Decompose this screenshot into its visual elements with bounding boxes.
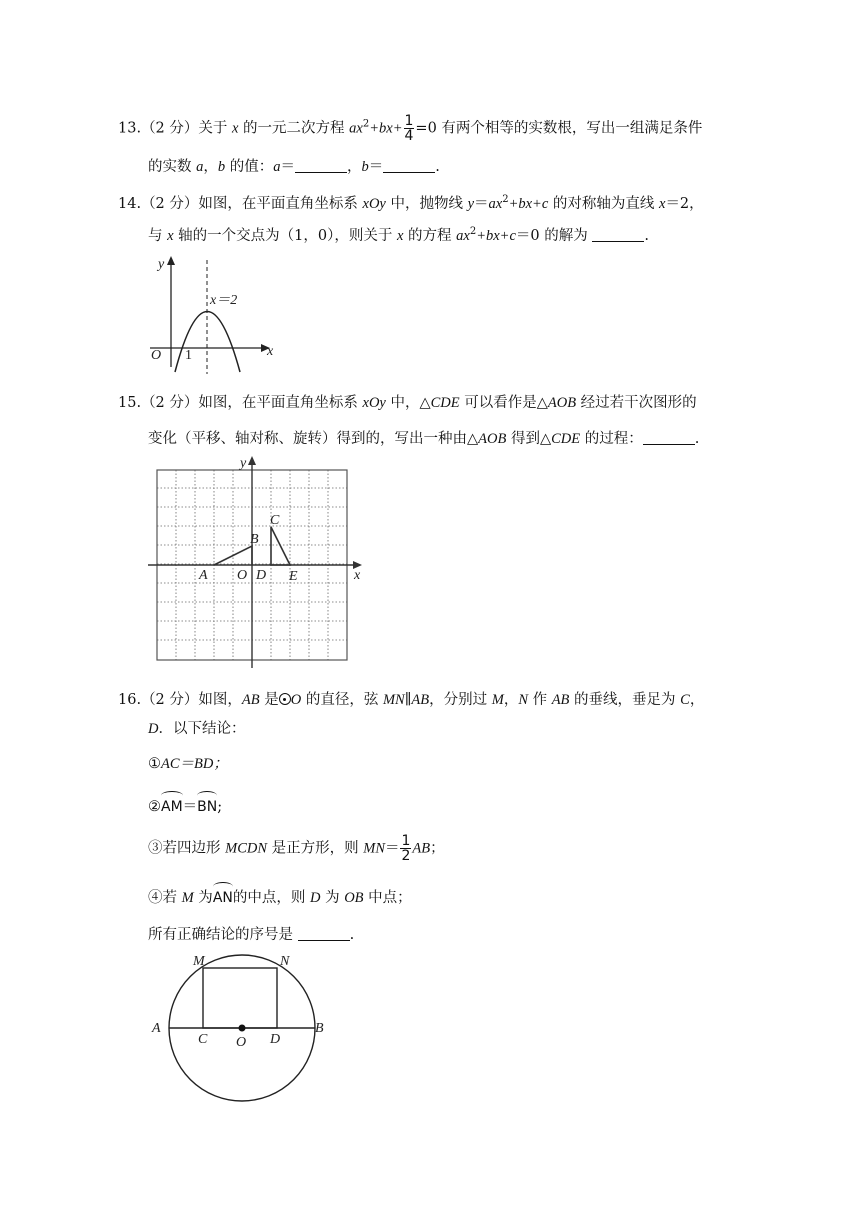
q16-label-c: C — [198, 1032, 208, 1047]
q16-arc-bn: BN — [197, 793, 217, 817]
q16-parallel: ∥ — [404, 692, 412, 708]
q15-text: 经过若干次图形的 — [576, 395, 697, 411]
q16-end: . — [349, 927, 355, 943]
q16-label-m: M — [193, 954, 205, 969]
q16-text: 作 — [527, 692, 552, 708]
q16-rectangle-mcdn — [203, 968, 277, 1028]
q13-frac-den: 4 — [404, 128, 414, 144]
q16-text: ， — [689, 692, 705, 708]
q15-label-c: C — [270, 513, 280, 528]
q16-ab: AB — [241, 692, 260, 708]
q16-label-n: N — [280, 954, 290, 969]
q16-d: D — [309, 890, 321, 906]
q15-label-b: B — [250, 532, 259, 547]
q13-fraction — [404, 114, 415, 143]
q13-a: a — [273, 159, 281, 175]
q16-text: ，分别过 — [429, 692, 492, 708]
q13-exp: 2 — [362, 118, 370, 130]
q15-label-o: O — [237, 568, 248, 583]
q16-blank[interactable] — [298, 926, 350, 941]
q15-aob: AOB — [547, 395, 577, 411]
q14-text: 如图，在平面直角坐标系 — [198, 196, 363, 212]
q14-text: ＝2， — [665, 196, 704, 212]
q13-text: 的一元二次方程 — [238, 120, 350, 137]
q15-label-d: D — [256, 568, 267, 583]
q16-number: 16. — [118, 692, 142, 708]
q15-number: 15. — [118, 395, 142, 411]
q14-text: 的对称轴为直线 — [548, 196, 659, 212]
q16-ab: AB — [411, 692, 430, 708]
q16-conclusion-4 — [148, 884, 412, 908]
q16-text: 若四边形 — [162, 840, 226, 857]
q14-x: x — [167, 228, 174, 244]
q16-score: （2 分） — [141, 692, 199, 708]
q13-text: 关于 — [198, 120, 233, 137]
q15-label-a: A — [199, 568, 208, 583]
q14-blank[interactable] — [592, 227, 644, 242]
q13-text: =0 有两个相等的实数根，写出一组满足条件 — [415, 120, 703, 137]
q15-label-e: E — [289, 569, 298, 584]
q13-b: b — [361, 159, 369, 175]
q16-text: 所有正确结论的序号是 — [148, 927, 298, 943]
q16-mn: MN — [363, 840, 385, 857]
q13-var-x: x — [232, 120, 239, 137]
q13-var-b: b — [217, 159, 226, 175]
q13-blank-a[interactable] — [295, 158, 347, 173]
q16-text: 为 — [193, 890, 213, 906]
q13-score: （2 分） — [141, 120, 199, 137]
q13-end: . — [435, 159, 440, 175]
q16-m: M — [491, 692, 504, 708]
q14-line-2 — [148, 226, 649, 246]
q16-n: N — [518, 692, 528, 708]
q16-conclusion-3 — [148, 834, 445, 863]
q13-bx: +bx+ — [369, 120, 403, 137]
q16-text: 的中点，则 — [232, 890, 310, 906]
q16-conclusion-1 — [148, 754, 228, 774]
q13-ax: ax — [349, 120, 363, 137]
q15-label-x: x — [354, 568, 361, 583]
q13-number: 13. — [118, 120, 142, 137]
q16-eq: ＝ — [384, 840, 400, 857]
q16-m: M — [181, 890, 194, 906]
q14-bxc: +bx+c — [476, 228, 516, 244]
q16-label-o: O — [236, 1035, 247, 1050]
q14-ax: ax — [456, 228, 470, 244]
q14-text: ＝0 的解为 — [515, 228, 593, 244]
q14-y-arrow — [167, 256, 175, 265]
q15-cde: CDE — [430, 395, 460, 411]
q14-score: （2 分） — [141, 196, 199, 212]
q16-frac-den: 2 — [401, 848, 411, 864]
q15-score: （2 分） — [141, 395, 199, 411]
q13-text: ， — [203, 159, 218, 175]
q16-line-2 — [148, 719, 245, 739]
q16-o: O — [290, 692, 302, 708]
q16-ab: AB — [551, 692, 570, 708]
circle-dot-icon — [279, 693, 291, 705]
q15-text: 如图，在平面直角坐标系 — [198, 395, 363, 411]
q14-bxc: +bx+c — [508, 196, 549, 212]
q14-text: 轴的一个交点为（1，0），则关于 — [173, 228, 397, 244]
q16-frac-num: 1 — [401, 833, 411, 849]
q14-figure — [140, 252, 290, 377]
q16-d: D — [148, 721, 159, 737]
q15-label-y: y — [240, 456, 247, 471]
q16-mark-4: ④ — [148, 890, 163, 906]
q16-label-d: D — [270, 1032, 281, 1047]
q16-arc-am: AM — [161, 793, 183, 817]
q15-text: 的过程： — [580, 431, 643, 447]
q14-exp: 2 — [502, 194, 509, 205]
q16-text: 的直径，弦 — [301, 692, 383, 708]
q16-text: ， — [503, 692, 519, 708]
q16-c1-text: AC＝BD； — [161, 756, 228, 772]
q16-mark-2: ② — [148, 799, 161, 815]
q16-text: 为 — [320, 890, 345, 906]
q15-cde: CDE — [551, 431, 581, 447]
q14-label-one: 1 — [185, 348, 192, 363]
q13-line-2 — [148, 157, 440, 177]
q14-x: x — [396, 228, 404, 244]
q15-triangle-cde — [271, 527, 290, 565]
q16-mcdn: MCDN — [225, 840, 268, 857]
q14-text: 的方程 — [403, 228, 457, 244]
q13-blank-b[interactable] — [383, 158, 435, 173]
q16-text: ．以下结论： — [158, 721, 246, 737]
q14-label-axis: x＝2 — [210, 293, 238, 308]
q14-label-o: O — [151, 348, 162, 363]
q15-blank[interactable] — [643, 430, 695, 445]
q15-aob: AOB — [478, 431, 507, 447]
q16-end: ; — [217, 799, 223, 815]
q15-text: 中，△ — [385, 395, 431, 411]
q13-frac-num: 1 — [404, 113, 414, 129]
q16-text: 中点； — [363, 890, 412, 906]
q16-fraction — [400, 834, 411, 863]
q13-comma: ， — [346, 159, 362, 175]
q16-label-a: A — [152, 1021, 161, 1036]
q14-exp: 2 — [469, 226, 477, 237]
q13-eq: ＝ — [280, 159, 295, 175]
q16-text: 是正方形，则 — [267, 840, 364, 857]
q16-c: C — [680, 692, 690, 708]
q15-xoy: xOy — [362, 395, 386, 411]
q15-y-arrow — [248, 456, 256, 465]
q15-end: . — [694, 431, 700, 447]
q16-text: 的垂线，垂足为 — [569, 692, 681, 708]
q16-line-1 — [118, 690, 704, 710]
q14-number: 14. — [118, 196, 142, 212]
q15-line-2 — [148, 429, 699, 449]
q13-line-1 — [118, 114, 702, 143]
q16-eq: ＝ — [182, 799, 198, 815]
q14-ax: ax — [488, 196, 503, 212]
q13-var-a: a — [196, 159, 204, 175]
q14-text: 中，抛物线 — [385, 196, 468, 212]
q14-label-x: x — [267, 344, 274, 359]
q14-text: ＝ — [474, 196, 489, 212]
q15-line-1 — [118, 393, 697, 413]
q14-end: . — [644, 228, 649, 244]
q16-mark-3: ③ — [148, 840, 163, 857]
q16-figure — [140, 950, 340, 1110]
q16-conclusion-2 — [148, 793, 222, 817]
q16-ob: OB — [344, 890, 364, 906]
q14-line-1 — [118, 194, 704, 214]
q14-y: y — [467, 196, 475, 212]
q16-text: 如图， — [198, 692, 242, 708]
q14-label-y: y — [158, 257, 165, 272]
q14-xoy: xOy — [362, 196, 386, 212]
q16-text: 若 — [162, 890, 182, 906]
q16-mn: MN — [382, 692, 405, 708]
q15-text: 得到△ — [506, 431, 552, 447]
q16-end: ； — [430, 840, 445, 857]
q14-x: x — [659, 196, 666, 212]
q16-label-b: B — [315, 1021, 324, 1036]
q16-center-dot — [239, 1025, 246, 1032]
q13-text: 的值： — [225, 159, 274, 175]
q15-text: 变化（平移、轴对称、旋转）得到的，写出一种由△ — [148, 431, 479, 447]
q15-text: 可以看作是△ — [459, 395, 548, 411]
q14-text: 与 — [148, 228, 168, 244]
q16-arc-an: AN — [213, 884, 233, 908]
q16-mark-1: ① — [148, 756, 161, 772]
q16-final — [148, 925, 354, 945]
q16-text: 是 — [259, 692, 279, 708]
q13-eq: ＝ — [368, 159, 384, 175]
q15-figure — [140, 452, 370, 674]
q13-text: 的实数 — [148, 159, 197, 175]
q16-ab: AB — [412, 840, 431, 857]
